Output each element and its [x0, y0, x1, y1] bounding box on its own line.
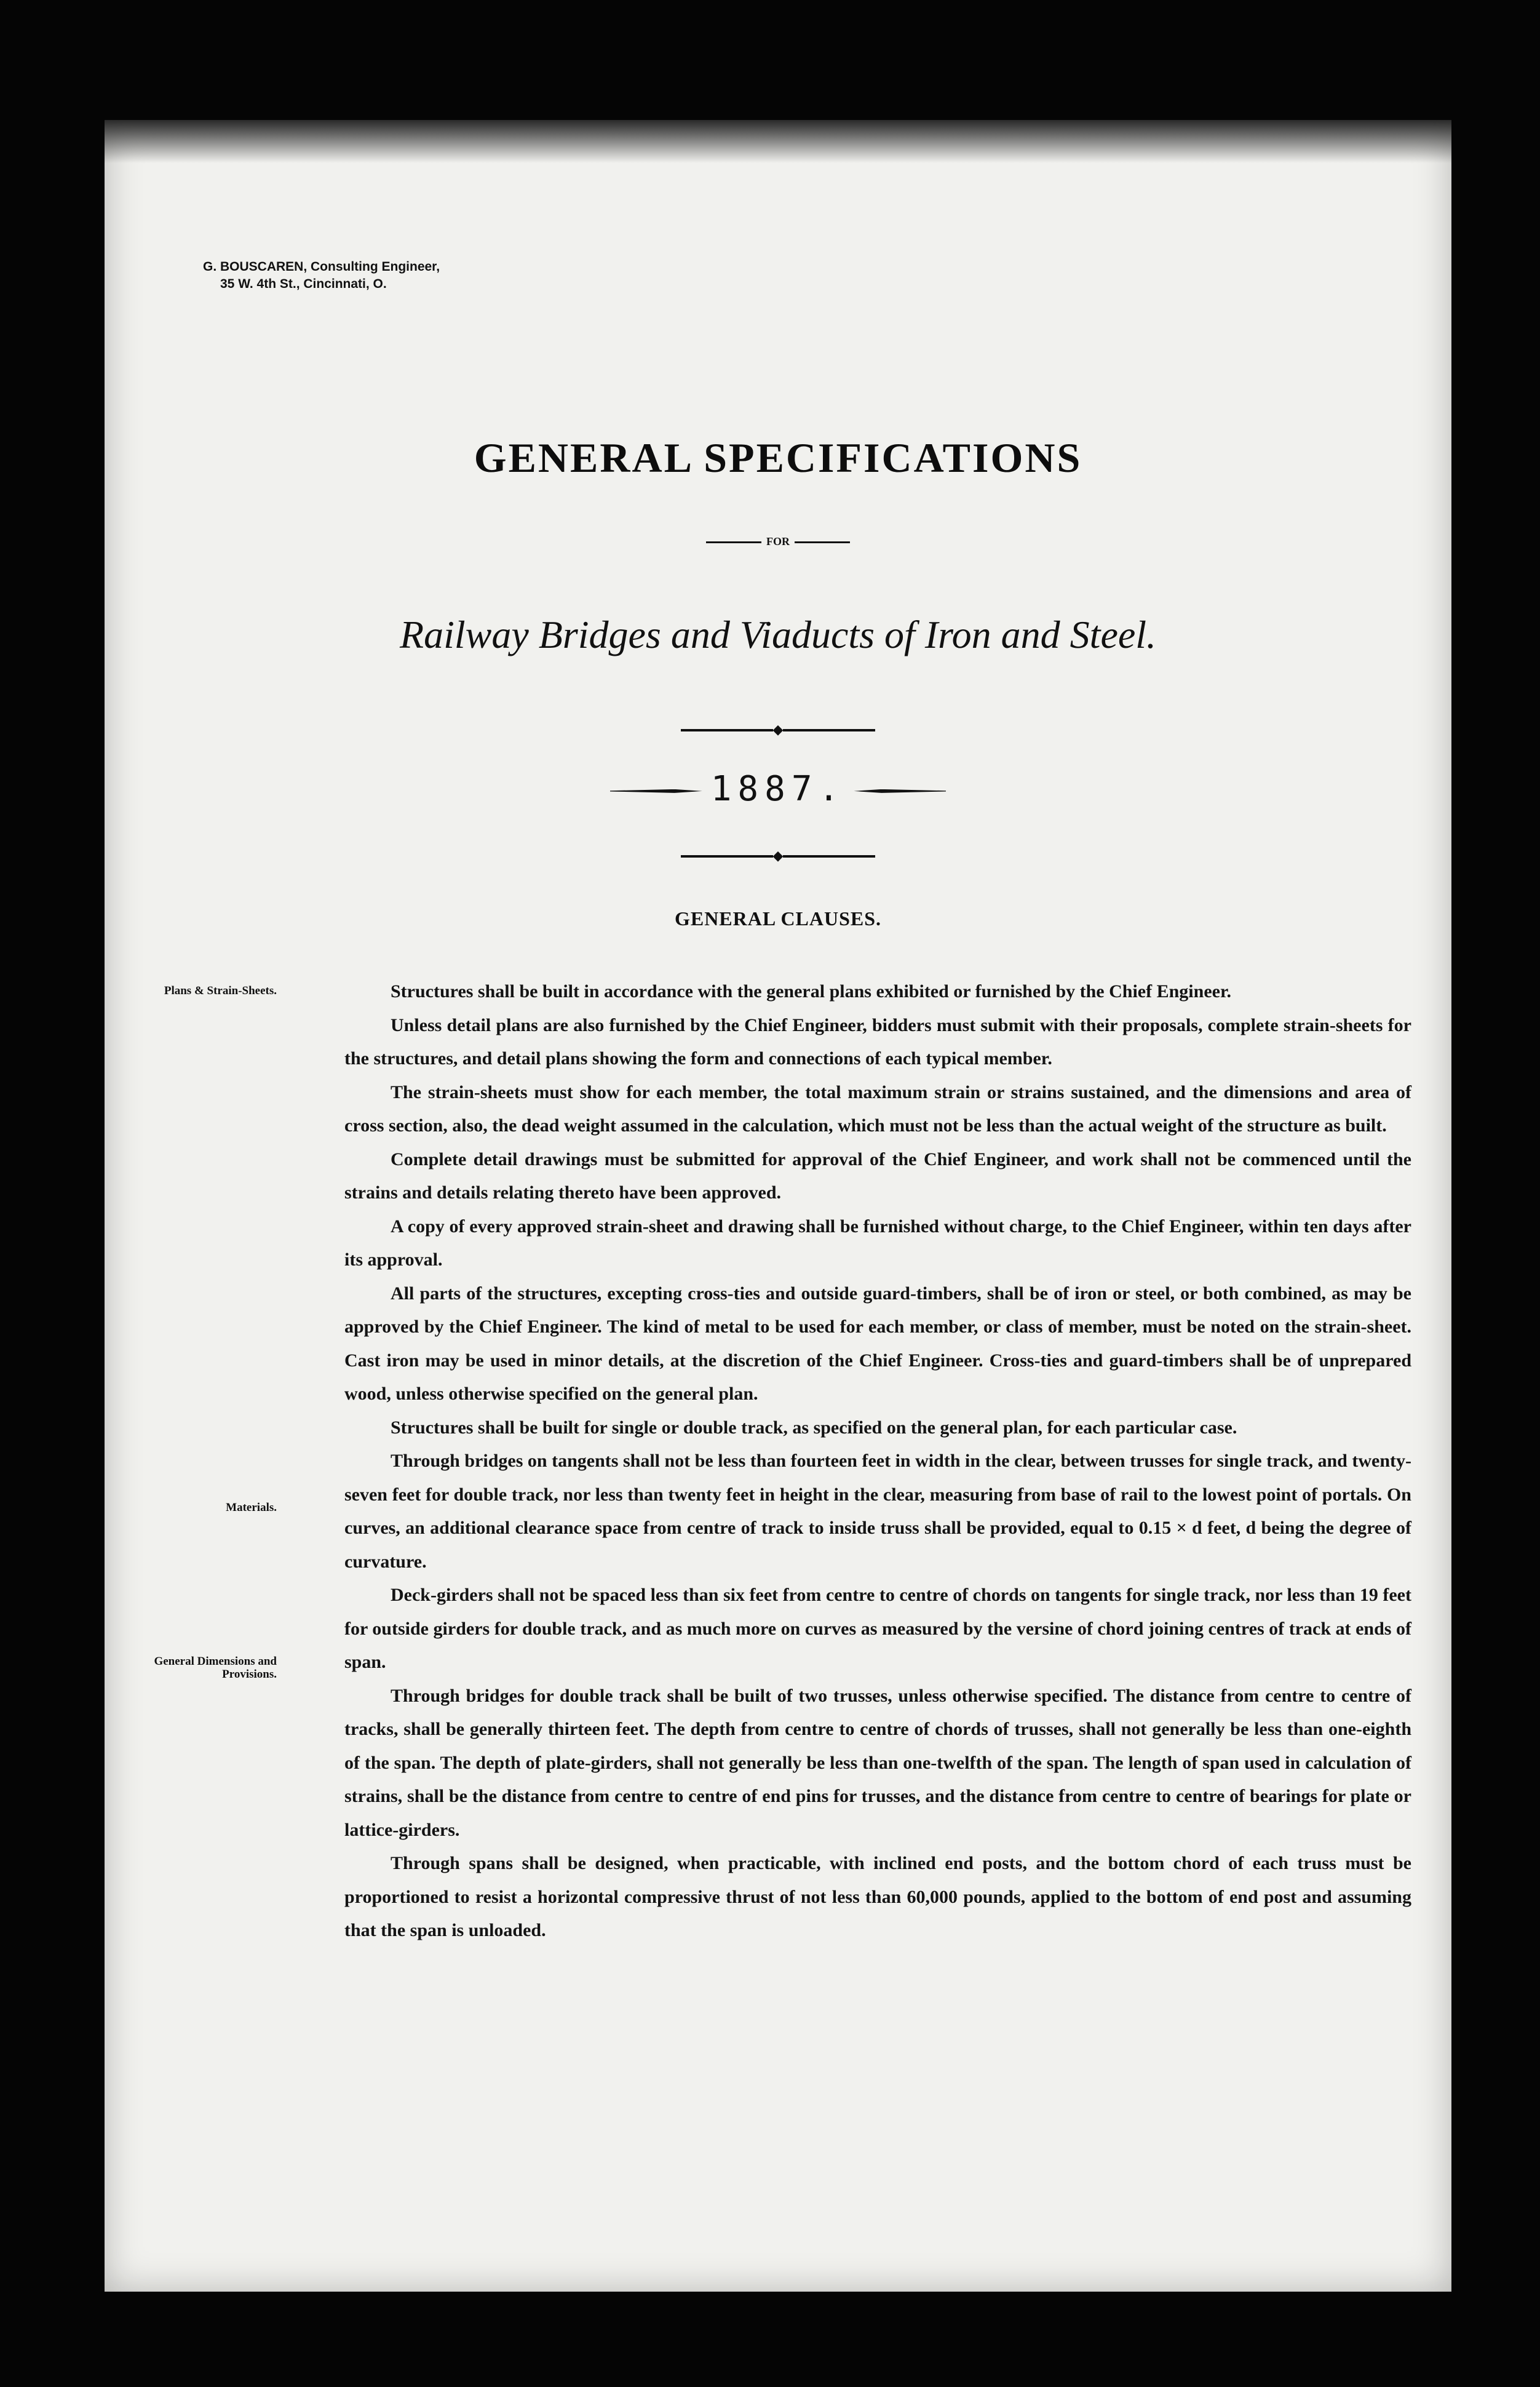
ornament-rule-top	[105, 722, 1451, 737]
scan-shadow	[105, 120, 1451, 163]
page-title: GENERAL SPECIFICATIONS	[474, 434, 1082, 481]
letterhead-line-2: 35 W. 4th St., Cincinnati, O.	[220, 277, 387, 291]
rule-left	[706, 541, 761, 543]
page-subtitle: Railway Bridges and Viaducts of Iron and Steel.	[399, 613, 1157, 656]
ornament-rule-bottom	[105, 848, 1451, 863]
arrow-left-icon	[610, 789, 702, 793]
letterhead	[203, 258, 440, 293]
side-note-dimensions: General Dimensions and Provisions.	[154, 1655, 277, 1681]
for-divider	[105, 535, 1451, 548]
year: 1887.	[710, 769, 846, 809]
paragraph: Through bridges on tangents shall not be less than fourteen feet in width in the clear, between trusses for single track, and twenty-seven feet for double track, nor less than twenty feet in height in the clear, measuring from base of rail to the lowest point of portals. On curves, an additional clearance space from centre of track to inside truss shall be provided, equal to 0.15 × d feet, d being the degree of curvature.	[344, 1451, 1411, 1572]
rule-right	[795, 541, 850, 543]
paragraph: A copy of every approved strain-sheet and drawing shall be furnished without charge, to the Chief Engineer, within ten days after its approval.	[344, 1216, 1411, 1270]
paragraph: Through spans shall be designed, when practicable, with inclined end posts, and the bottom chord of each truss must be proportioned to resist a horizontal compressive thrust of not less than 60,000 pounds, applied to the bottom of end post and assuming that the span is unloaded.	[344, 1853, 1411, 1940]
ornament-dot-icon: ◆	[772, 722, 784, 737]
section-title: GENERAL CLAUSES.	[674, 907, 882, 930]
side-note-plans: Plans & Strain-Sheets.	[164, 984, 277, 997]
paragraph: Structures shall be built in accordance with the general plans exhibited or furnished by the Chief Engineer.	[391, 981, 1232, 1002]
side-note-materials: Materials.	[226, 1501, 277, 1514]
paragraph: Structures shall be built for single or double track, as specified on the general plan, for each particular case.	[391, 1417, 1237, 1438]
arrow-right-icon	[854, 789, 946, 793]
document-page	[105, 120, 1451, 2292]
year-line	[105, 769, 1451, 809]
paragraph: Complete detail drawings must be submitted for approval of the Chief Engineer, and work shall not be commenced until the strains and details relating thereto have been approved.	[344, 1149, 1411, 1203]
paragraph: The strain-sheets must show for each member, the total maximum strain or strains sustained, and the dimensions and area of cross section, also, the dead weight assumed in the calculation, which must not be less than the actual weight of the structure as built.	[344, 1082, 1411, 1136]
ornament-dot-icon: ◆	[772, 848, 784, 863]
body-text	[344, 975, 1411, 1948]
paragraph: Deck-girders shall not be spaced less than six feet from centre to centre of chords on tangents for single track, nor less than 19 feet for outside girders for double track, and as much more on curves as measured by the versine of chord joining centres of track at ends of span.	[344, 1585, 1411, 1672]
paragraph: Through bridges for double track shall be built of two trusses, unless otherwise specified. The distance from centre to centre of tracks, shall be generally thirteen feet. The depth from centre to centre of chords of trusses, shall not generally be less than one-eighth of the span. The depth of plate-girders, shall not generally be less than one-twelfth of the span. The length of span used in calculation of strains, shall be the distance from centre to centre of end pins for trusses, and the distance from centre to centre of bearings for plate or lattice-girders.	[344, 1685, 1411, 1840]
letterhead-line-1: G. BOUSCAREN, Consulting Engineer,	[203, 260, 440, 274]
for-label: FOR	[766, 535, 790, 548]
paragraph: Unless detail plans are also furnished by the Chief Engineer, bidders must submit with their proposals, complete strain-sheets for the structures, and detail plans showing the form and connections of each typical member.	[344, 1014, 1411, 1069]
paragraph: All parts of the structures, excepting cross-ties and outside guard-timbers, shall be of iron or steel, or both combined, as may be approved by the Chief Engineer. The kind of metal to be used for each member, or class of member, must be noted on the strain-sheet. Cast iron may be used in minor details, at the discretion of the Chief Engineer. Cross-ties and guard-timbers shall be of unprepared wood, unless otherwise specified on the general plan.	[344, 1283, 1411, 1404]
